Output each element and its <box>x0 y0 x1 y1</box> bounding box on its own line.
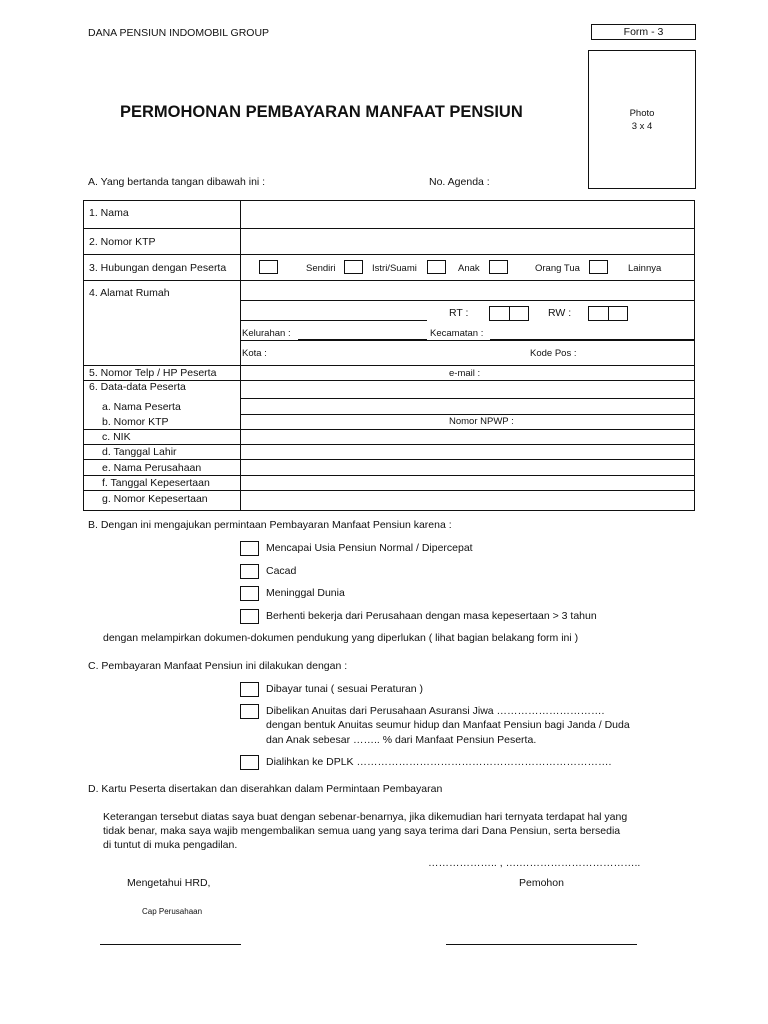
label-tanggal-lahir: d. Tanggal Lahir <box>102 446 177 458</box>
option-berhenti: Berhenti bekerja dari Perusahaan dengan masa kepesertaan > 3 tahun <box>266 610 597 622</box>
option-tunai: Dibayar tunai ( sesuai Peraturan ) <box>266 683 423 695</box>
row-divider <box>83 254 695 255</box>
npwp-label: Nomor NPWP : <box>449 416 514 427</box>
label-ktp: 2. Nomor KTP <box>89 236 156 248</box>
kecamatan-input[interactable] <box>490 339 695 340</box>
pemohon-label: Pemohon <box>519 877 564 889</box>
org-name: DANA PENSIUN INDOMOBIL GROUP <box>88 27 270 39</box>
checkbox-berhenti[interactable] <box>240 609 259 624</box>
row-divider <box>83 365 695 366</box>
checkbox-istri-suami[interactable] <box>344 260 363 274</box>
rt-divider <box>509 306 510 321</box>
cap-perusahaan-label: Cap Perusahaan <box>142 907 203 916</box>
label-nomor-ktp: b. Nomor KTP <box>102 416 169 428</box>
checkbox-orang-tua[interactable] <box>489 260 508 274</box>
relation-sendiri: Sendiri <box>306 263 336 274</box>
label-nik: c. NIK <box>102 431 131 443</box>
rw-label: RW : <box>548 307 572 319</box>
checkbox-sendiri[interactable] <box>259 260 278 274</box>
section-b-note: dengan melampirkan dokumen-dokumen pendukung yang diperlukan ( lihat bagian belakang form ini ) <box>103 632 579 644</box>
label-data-peserta: 6. Data-data Peserta <box>89 381 186 393</box>
label-hubungan: 3. Hubungan dengan Peserta <box>89 262 227 274</box>
row-divider <box>83 280 695 281</box>
relation-lainnya: Lainnya <box>628 263 662 274</box>
relation-orang-tua: Orang Tua <box>535 263 580 274</box>
section-d-intro: D. Kartu Peserta disertakan dan diserahkan dalam Permintaan Pembayaran <box>88 783 443 795</box>
relation-istri-suami: Istri/Suami <box>372 263 417 274</box>
option-dplk: Dialihkan ke DPLK ………………………………………………………………. <box>266 756 612 768</box>
hrd-label: Mengetahui HRD, <box>127 877 211 889</box>
page-title: PERMOHONAN PEMBAYARAN MANFAAT PENSIUN <box>120 103 523 121</box>
label-nama-perusahaan: e. Nama Perusahaan <box>102 462 202 474</box>
section-c-intro: C. Pembayaran Manfaat Pensiun ini dilakukan dengan : <box>88 660 348 672</box>
checkbox-lainnya[interactable] <box>589 260 608 274</box>
row-divider <box>83 444 695 445</box>
checkbox-cacad[interactable] <box>240 564 259 579</box>
row-divider <box>83 490 695 491</box>
label-nomor-kepesertaan: g. Nomor Kepesertaan <box>102 493 208 505</box>
statement-line3: di tuntut di muka pengadilan. <box>103 839 238 851</box>
option-meninggal: Meninggal Dunia <box>266 587 345 599</box>
place-date[interactable]: ……………….. , ….…………………………….. <box>428 857 641 869</box>
checkbox-anak[interactable] <box>427 260 446 274</box>
label-telp: 5. Nomor Telp / HP Peserta <box>89 367 217 379</box>
option-anuitas-line1: Dibelikan Anuitas dari Perusahaan Asuransi Jiwa …………………………. <box>266 705 605 717</box>
nama-field[interactable] <box>241 201 694 228</box>
row-divider <box>240 398 695 399</box>
kelurahan-input[interactable] <box>298 339 427 340</box>
relation-anak: Anak <box>458 263 480 274</box>
row-divider <box>83 475 695 476</box>
address-line[interactable] <box>241 320 427 321</box>
row-divider <box>240 414 695 415</box>
photo-size: 3 x 4 <box>631 121 653 132</box>
form-number: Form - 3 <box>591 24 696 40</box>
kode-pos-label: Kode Pos : <box>530 348 577 359</box>
statement-line1: Keterangan tersebut diatas saya buat dengan sebenar-benarnya, jika dikemudian hari ternyata terdapat hal yang <box>103 811 628 823</box>
label-nama-peserta: a. Nama Peserta <box>102 401 181 413</box>
kota-label: Kota : <box>242 348 267 359</box>
kelurahan-label: Kelurahan : <box>242 328 291 339</box>
row-divider <box>83 429 695 430</box>
checkbox-anuitas[interactable] <box>240 704 259 719</box>
option-cacad: Cacad <box>266 565 297 577</box>
section-b-intro: B. Dengan ini mengajukan permintaan Pembayaran Manfaat Pensiun karena : <box>88 519 452 531</box>
pemohon-signature-line[interactable] <box>446 944 637 945</box>
rw-divider <box>608 306 609 321</box>
option-anuitas-line3: dan Anak sebesar …….. % dari Manfaat Pensiun Peserta. <box>266 734 537 746</box>
hrd-signature-line[interactable] <box>100 944 241 945</box>
label-alamat: 4. Alamat Rumah <box>89 287 170 299</box>
photo-box <box>588 50 696 189</box>
ktp-field[interactable] <box>241 229 694 254</box>
checkbox-tunai[interactable] <box>240 682 259 697</box>
email-label: e-mail : <box>449 368 481 379</box>
photo-label: Photo <box>629 108 655 119</box>
rt-label: RT : <box>449 307 469 319</box>
label-nama: 1. Nama <box>89 207 129 219</box>
statement-line2: tidak benar, maka saya wajib mengembalikan semua uang yang saya terima dari Dana Pensiun, serta bersedia <box>103 825 621 837</box>
row-divider <box>83 459 695 460</box>
checkbox-dplk[interactable] <box>240 755 259 770</box>
label-tanggal-kepesertaan: f. Tanggal Kepesertaan <box>102 477 210 489</box>
checkbox-meninggal[interactable] <box>240 586 259 601</box>
row-divider <box>240 340 695 341</box>
checkbox-usia-pensiun[interactable] <box>240 541 259 556</box>
option-usia-pensiun: Mencapai Usia Pensiun Normal / Dipercepat <box>266 542 473 554</box>
agenda-label: No. Agenda : <box>429 176 490 188</box>
kecamatan-label: Kecamatan : <box>430 328 484 339</box>
section-a-intro: A. Yang bertanda tangan dibawah ini : <box>88 176 266 188</box>
row-divider <box>240 300 695 301</box>
option-anuitas-line2: dengan bentuk Anuitas seumur hidup dan Manfaat Pensiun bagi Janda / Duda <box>266 719 630 731</box>
